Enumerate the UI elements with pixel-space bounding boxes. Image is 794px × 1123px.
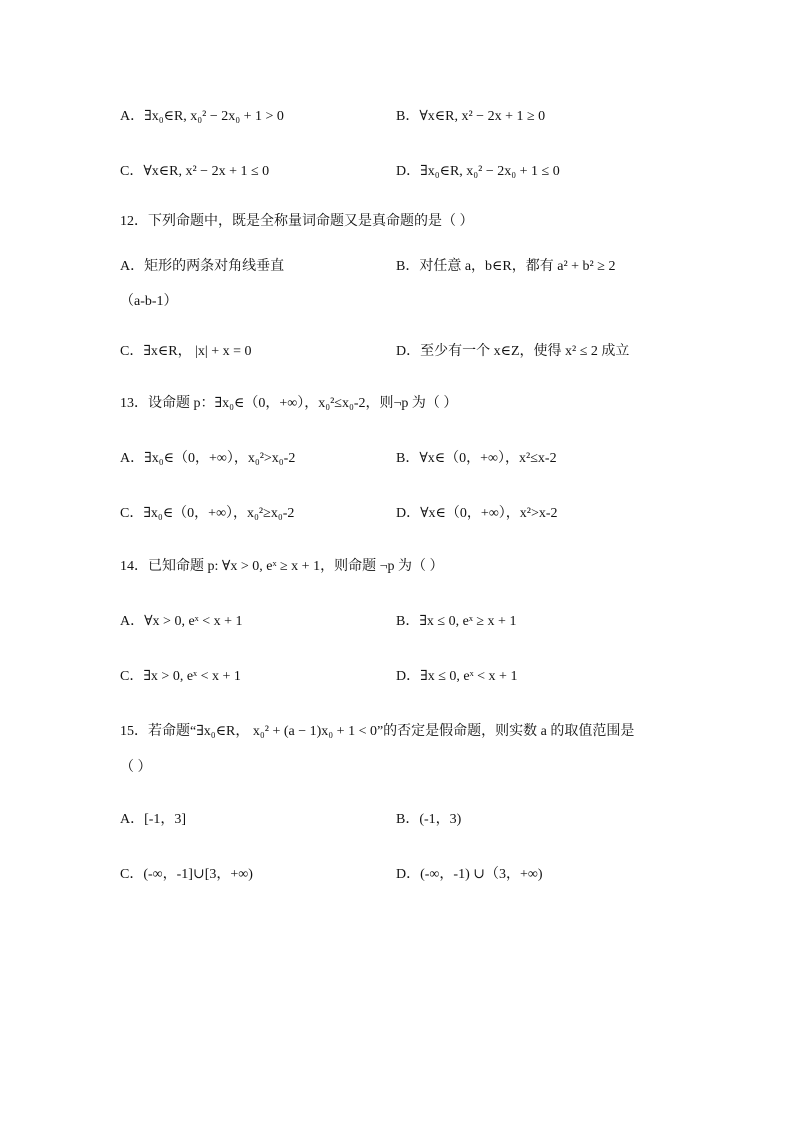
q12-option-d: D．至少有一个 x∈Z，使得 x² ≤ 2 成立: [396, 344, 630, 359]
q13-option-b: B．∀x∈（0，+∞），x²≤x-2: [396, 451, 557, 466]
q13-stem: 13．设命题 p：∃x₀∈（0，+∞），x₀²≤x₀-2，则¬p 为（ ）: [120, 396, 458, 411]
q12-note: （a-b-1）: [120, 294, 178, 309]
q15-answer-paren: （ ）: [120, 760, 152, 775]
q14-option-c: C．∃x > 0, eˣ < x + 1: [120, 669, 241, 684]
q14-stem: 14．已知命题 p: ∀x > 0, eˣ ≥ x + 1，则命题 ¬p 为（ ）: [120, 559, 444, 574]
q11-option-c: C．∀x∈R, x² − 2x + 1 ≤ 0: [120, 164, 270, 179]
q13-option-a: A．∃x₀∈（0，+∞），x₀²>x₀-2: [120, 451, 296, 466]
q15-stem: 15．若命题“∃x₀∈R， x₀² + (a − 1)x₀ + 1 < 0”的否定是假命题，则实数 a 的取值范围是: [120, 724, 635, 739]
q15-option-c: C．(-∞，-1]∪[3，+∞): [120, 867, 253, 882]
q14-option-a: A．∀x > 0, eˣ < x + 1: [120, 614, 243, 629]
q11-option-b: B．∀x∈R, x² − 2x + 1 ≥ 0: [396, 109, 546, 124]
q12-option-a: A．矩形的两条对角线垂直: [120, 259, 285, 274]
q12-stem: 12．下列命题中，既是全称量词命题又是真命题的是（ ）: [120, 214, 474, 229]
q13-option-d: D．∀x∈（0，+∞），x²>x-2: [396, 506, 558, 521]
q11-option-d: D．∃x₀∈R, x₀² − 2x₀ + 1 ≤ 0: [396, 164, 560, 179]
q14-option-d: D．∃x ≤ 0, eˣ < x + 1: [396, 669, 518, 684]
q12-option-b: B．对任意 a，b∈R，都有 a² + b² ≥ 2: [396, 259, 616, 274]
q12-option-c: C．∃x∈R， |x| + x = 0: [120, 344, 252, 359]
q15-option-b: B．(-1，3): [396, 812, 462, 827]
q14-option-b: B．∃x ≤ 0, eˣ ≥ x + 1: [396, 614, 517, 629]
q11-option-a: A．∃x₀∈R, x₀² − 2x₀ + 1 > 0: [120, 109, 284, 124]
q13-option-c: C．∃x₀∈（0，+∞），x₀²≥x₀-2: [120, 506, 295, 521]
q15-option-d: D．(-∞，-1) ∪（3，+∞): [396, 867, 543, 882]
q15-option-a: A．[-1，3]: [120, 812, 187, 827]
